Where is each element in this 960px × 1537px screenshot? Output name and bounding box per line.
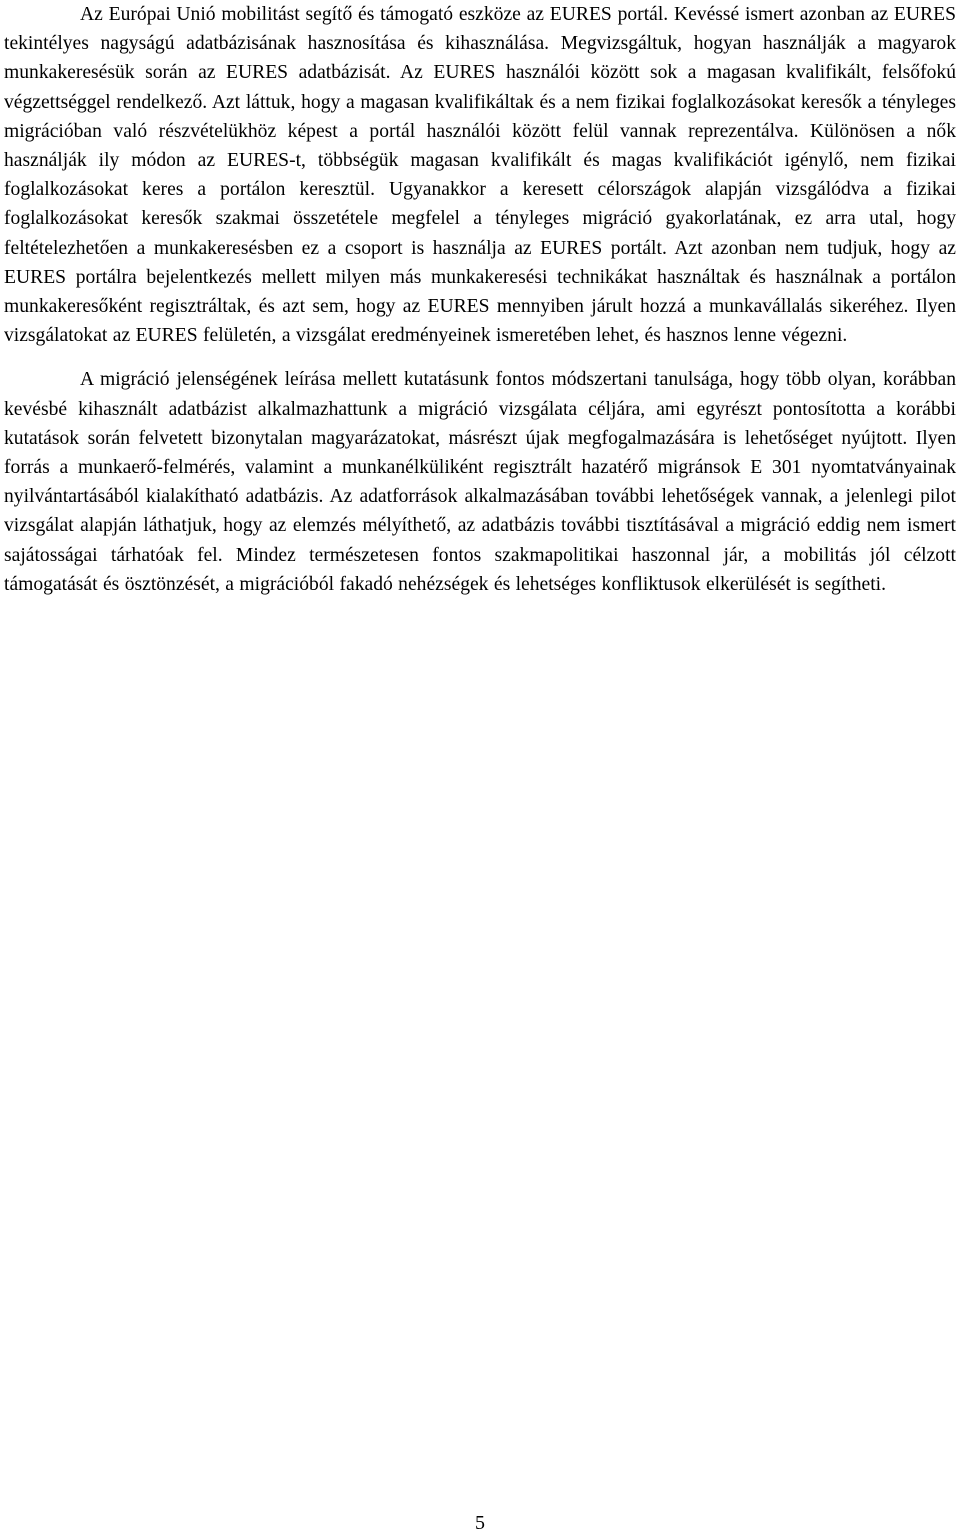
document-page [4,0,956,599]
paragraph-eures-findings: Az Európai Unió mobilitást segítő és támogató eszköze az EURES portál. Kevéssé ismert azonban az EURES tekintélyes nagyságú adatbázisának hasznosítása és kihasználása. Megvizsgáltuk, hogyan használják a magyarok munkakeresésük során az EURES adatbázisát. Az EURES használói között sok a magasan kvalifikált, felsőfokú végzettséggel rendelkező. Azt láttuk, hogy a magasan kvalifikáltak és a nem fizikai foglalkozásokat keresők a tényleges migrációban való részvételükhöz képest a portál használói között felül vannak reprezentálva. Különösen a nők használják ily módon az EURES-t, többségük magasan kvalifikált és magas kvalifikációt igénylő, nem fizikai foglalkozásokat keres a portálon keresztül. Ugyanakkor a keresett célországok alapján vizsgálódva a fizikai foglalkozásokat keresők szakmai összetétele megfelel a tényleges migráció gyakorlatának, ez arra utal, hogy feltételezhetően a munkakeresésben ez a csoport is használja az EURES portált. Azt azonban nem tudjuk, hogy az EURES portálra bejelentkezés mellett milyen más munkakeresési technikákat használtak és használnak a portálon munkakeresőként regisztráltak, és azt sem, hogy az EURES mennyiben járult hozzá a munkavállalás sikeréhez. Ilyen vizsgálatokat az EURES felületén, a vizsgálat eredményeinek ismeretében lehet, és hasznos lenne végezni. [4,4,956,347]
page-number: 5 [475,1512,485,1534]
paragraph-methodology: A migráció jelenségének leírása mellett kutatásunk fontos módszertani tanulsága, hogy több olyan, korábban kevésbé kihasznált adatbázist alkalmazhattunk a migráció vizsgálata céljára, ami egyrészt pontosította a korábbi kutatások során felvetett bizonytalan magyarázatokat, másrészt újak megfogalmazására is lehetőséget nyújtott. Ilyen forrás a munkaerő-felmérés, valamint a munkanélküliként regisztrált hazatérő migránsok E 301 nyomtatványainak nyilvántartásából kialakítható adatbázis. Az adatforrások alkalmazásában további lehetőségek vannak, a jelenlegi pilot vizsgálat alapján láthatjuk, hogy az elemzés mélyíthető, az adatbázis további tisztításával a migráció eddig nem ismert sajátosságai tárhatóak fel. Mindez természetesen fontos szakmapolitikai haszonnal jár, a mobilitás jól célzott támogatását és ösztönzését, a migrációból fakadó nehézségek és lehetséges konfliktusok elkerülését is segítheti. [4,369,956,595]
